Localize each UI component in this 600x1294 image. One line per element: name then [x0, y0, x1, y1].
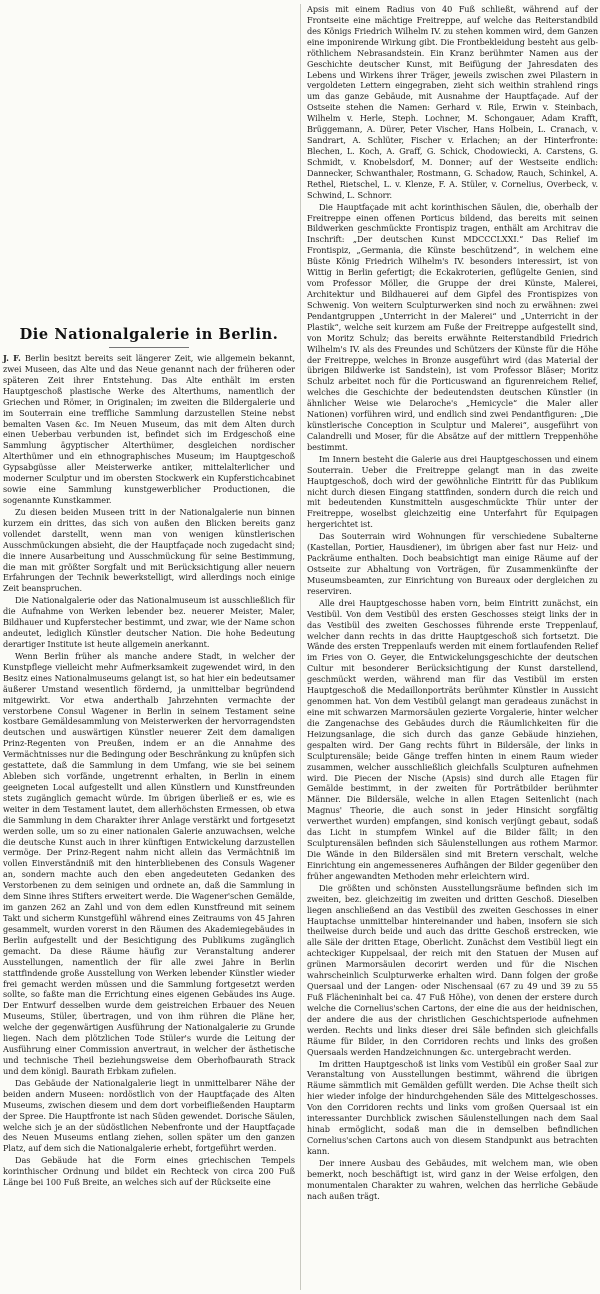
- paragraph: Die Hauptfaçade mit acht korinthischen Säulen, die, oberhalb der Freitreppe einen offenen Porticus bildend, das bereits mit seinen Bildwerken geschmückte Frontispiz tragen, enthält am Architrav die Inschrift: „Der deutschen Kunst MDCCCLXXI.“ Das Relief im Frontispiz, „Germania, die Künste beschützend“, in welchem eine Büste König Friedrich Wilhelm's IV. besonders interessirt, ist von Wittig in Berlin gefertigt; die Eckakroterien, geflügelte Genien, sind vom Professor Möller, die Gruppe der drei Künste, Malerei, Architektur und Bildhauerei auf dem Gipfel des Frontispizes von Schwenig. Von weitern Sculpturwerken sind noch zu erwähnen: zwei Pendantgruppen „Unterricht in der Malerei“ und „Unterricht in der Plastik“, welche seit kurzem am Fuße der Freitreppe aufgestellt sind, von Moritz Schulz; das bereits erwähnte Reiterstandbild Friedrich Wilhelm's IV. als des Freundes und Schützers der Künste für die Höhe der Freitreppe, welches in Bronze ausgeführt wird (das Material der übrigen Bildwerke ist Sandstein), ist vom Professor Bläser; Moritz Schulz arbeitet noch für die Porticuswand an figurenreichem Relief, welches die Geschichte der bedeutendsten deutschen Künstler (in ähnlicher Weise wie Delaroche's „Hemicycle“ die Maler aller Nationen) vorführen wird, und endlich sind zwei Pendantfiguren: „Die künstlerische Conception in Sculptur und Malerei“, ausgeführt von Calandrelli und Moser, für die Absätze auf der mittlern Treppenhöhe bestimmt.: [307, 201, 598, 452]
- paragraph: Das Gebäude hat die Form eines griechischen Tempels korinthischer Ordnung und bildet ein Rechteck von circa 200 Fuß Länge bei 100 Fuß Breite, an welches sich auf der Rückseite eine: [3, 1155, 295, 1188]
- blank-space: [3, 4, 295, 326]
- paragraph: [3, 353, 295, 506]
- column-divider: [300, 4, 301, 1290]
- paragraph: Das Gebäude der Nationalgalerie liegt in unmittelbarer Nähe der beiden andern Museen: nordöstlich von der Hauptfaçade des Alten Museums, zwischen diesem und dem dort vorbeifließenden Hauptarm der Spree. Die Hauptfronte ist nach Süden gewendet. Dorische Säulen, welche sich je an der südöstlichen Nebenfronte und der Hauptfaçade des Neuen Museums entlang ziehen, sollen später um den ganzen Platz, auf dem sich die Nationalgalerie erhebt, fortgeführt werden.: [3, 1077, 295, 1154]
- byline: J. F.: [3, 353, 21, 363]
- right-column: [307, 4, 598, 1202]
- paragraph: Apsis mit einem Radius von 40 Fuß schließt, während auf der Frontseite eine mächtige Freitreppe, auf welche das Reiterstandbild des Königs Friedrich Wilhelm IV. zu stehen kommen wird, dem Ganzen eine imponirende Wirkung gibt. Die Frontbekleidung besteht aus gelb-röthlichem Nebrasandstein. Ein Kranz berühmter Namen aus der Geschichte deutscher Kunst, mit Beifügung der Jahresdaten des Lebens und Wirkens ihrer Träger, jeweils zwischen zwei Pilastern in vergoldeten Lettern eingegraben, zieht sich weithin strahlend rings um das ganze Gebäude, mit Ausnahme der Hauptfaçade. Auf der Ostseite stehen die Namen: Gerhard v. Rile, Erwin v. Steinbach, Wilhelm v. Herle, Steph. Lochner, M. Schongauer, Adam Krafft, Brüggemann, A. Dürer, Peter Vischer, Hans Holbein, L. Cranach, v. Sandrart, A. Schlüter, Fischer v. Erlachen; an der Hinterfronte: Blechen, L. Koch, A. Graff, G. Schick, Chodowiecki, A. Carstens, G. Schmidt, v. Knobelsdorf, M. Donner; auf der Westseite endlich: Dannecker, Schwanthaler, Rostmann, G. Schadow, Rauch, Schinkel, A. Rethel, Rietschel, L. v. Klenze, F. A. Stüler, v. Cornelius, Overbeck, v. Schwind, L. Schnorr.: [307, 4, 598, 200]
- paragraph: Alle drei Hauptgeschosse haben vorn, beim Eintritt zunächst, ein Vestibül. Von dem Vestibül des ersten Geschosses steigt links der in das Vestibül des zweiten Geschosses führende erste Treppenlauf, welcher dann rechts in das dritte Hauptgeschoß sich fortsetzt. Die Wände des ersten Treppenlaufs werden mit einem fortlaufenden Relief im Fries von O. Geyer, die Entwickelungsgeschichte der deutschen Cultur mit besonderer Berücksichtigung der Kunst darstellend, geschmückt werden, während man für das Vestibül im ersten Hauptgeschoß die Medaillonporträts berühmter Künstler in Aussicht genommen hat. Von dem Vestibül gelangt man geradeaus zunächst in eine mit schwarzen Marmorsäulen gezierte Vorgalerie, hinter welcher die Zangenachse des Gebäudes durch die Räumlichkeiten für die Heizungsanlage, die sich durch das ganze Gebäude hinziehen, gespalten wird. Der Gang rechts führt in Bildersäle, der links in Sculpturensäle; beide Gänge treffen hinten in einem Raum wieder zusammen, welcher ausschließlich gleichfalls Sculpturen aufnehmen wird. Die Piecen der Nische (Apsis) sind durch alle Etagen für Gemälde bestimmt, in der zweiten für Porträtbilder berühmter Männer. Die Bildersäle, welche in allen Etagen Seitenlicht (nach Magnus' Theorie, die auch sonst in jeder Hinsicht sorgfältig verwerthet wurden) empfangen, sind konisch verjüngt gebaut, sodaß das Licht in stumpfem Winkel auf die Bilder fällt; in den Sculpturensälen befinden sich Säulenstellungen aus rothem Marmor. Die Wände in den Bildersälen sind mit Bretern verschalt, welche Einrichtung ein angemesseneres Aufhängen der Bilder gegenüber den früher angewandten Methoden mehr erleichtern wird.: [307, 597, 598, 881]
- paragraph: Im Innern besteht die Galerie aus drei Hauptgeschossen und einem Souterrain. Ueber die Freitreppe gelangt man in das zweite Hauptgeschoß, doch wird der gewöhnliche Eintritt für das Publikum nicht durch diesen Eingang stattfinden, sondern durch die reich und mit bedeutenden Kunstmitteln ausgeschmückte Thür unter der Freitreppe, woselbst gleichzeitig eine Unterfahrt für Equipagen hergerichtet ist.: [307, 453, 598, 530]
- paragraph: Die größten und schönsten Ausstellungsräume befinden sich im zweiten, bez. gleichzeitig im zweiten und dritten Geschoß. Dieselben liegen anschließend an das Vestibül des zweiten Geschosses in einer Hauptachse unmittelbar hintereinander und haben, insofern sie sich theilweise durch beide und auch das dritte Geschoß erstrecken, wie alle Säle der dritten Etage, Oberlicht. Zunächst dem Vestibül liegt ein achteckiger Kuppelsaal, der reich mit den Statuen der Musen auf grünen Marmorsäulen decorirt werden und für die Nischen wahrscheinlich Sculpturwerke erhalten wird. Dann folgen der große Quersaal und der Langen- oder Nischensaal (67 zu 49 und 39 zu 55 Fuß Flächeninhalt bei ca. 47 Fuß Höhe), von denen der erstere durch welche die Cornelius'schen Cartons, der eine die aus der heidnischen, der andere die aus der christlichen Geschichtsperiode aufnehmen werden. Rechts und links dieser drei Säle befinden sich gleichfalls Räume für Bilder, in den Corridoren rechts und links des großen Quersaals werden Handzeichnungen &c. untergebracht werden.: [307, 882, 598, 1057]
- paragraph: Die Nationalgalerie oder das Nationalmuseum ist ausschließlich für die Aufnahme von Werken lebender bez. neuerer Meister, Maler, Bildhauer und Kupferstecher bestimmt, und zwar, wie der Name schon andeutet, lediglich Künstler deutscher Nation. Die hohe Bedeutung derartiger Institute ist heute allgemein anerkannt.: [3, 595, 295, 649]
- paragraph: Im dritten Hauptgeschoß ist links vom Vestibül ein großer Saal zur Veranstaltung von Ausstellungen bestimmt, während die übrigen Räume sämmtlich mit Gemälden gefüllt werden. Die Achse theilt sich hier wieder infolge der hindurchgehenden Säle des Mittelgeschosses. Von den Corridoren rechts und links vom großen Quersaal ist ein interessanter Durchblick zwischen Säulenstellungen nach dem Saal hinab ermöglicht, sodaß man die in demselben befindlichen Cornelius'schen Cartons auch von diesem Standpunkt aus betrachten kann.: [307, 1058, 598, 1156]
- paragraph: Zu diesen beiden Museen tritt in der Nationalgalerie nun binnen kurzem ein drittes, das sich von außen den Blicken bereits ganz vollendet darstellt, wenn man von wenigen künstlerischen Ausschmückungen absieht, die der Hauptfaçade noch zugedacht sind; die innere Ausarbeitung und Ausschmückung für seine Bestimmung, die man mit größter Sorgfalt und mit Berücksichtigung aller neuern Erfahrungen der Technik bewerkstelligt, wird allerdings noch einige Zeit beanspruchen.: [3, 506, 295, 594]
- title-rule: [109, 347, 189, 348]
- paragraph-text: Berlin besitzt bereits seit längerer Zeit, wie allgemein bekannt, zwei Museen, das Alte und das Neue genannt nach der früheren oder späteren Zeit ihrer Entstehung. Das Alte enthält im ersten Hauptgeschoß plastische Werke des Alterthums, namentlich der Griechen und Römer, in Originalen; im zweiten die Bildergalerie und im Souterrain eine treffliche Sammlung darzustellen Steine nebst bemalten Vasen &c. Im Neuen Museum, das mit dem Alten durch einen Ueberbau verbunden ist, befindet sich im Erdgeschoß eine Sammlung ägyptischer Alterthümer, desgleichen nordischer Alterthümer und ein ethnographisches Museum; im Hauptgeschoß Gypsabgüsse aller Meisterwerke antiker, mittelalterlicher und moderner Sculptur und im obersten Stockwerk ein Kupferstichcabinet sowie eine Sammlung kunstgewerblicher Productionen, die sogenannte Kunstkammer.: [3, 353, 295, 505]
- paragraph: Wenn Berlin früher als manche andere Stadt, in welcher der Kunstpflege vielleicht mehr Aufmerksamkeit zugewendet wird, in den Besitz eines Nationalmuseums gelangt ist, so hat hier ein bedeutsamer äußerer Umstand wesentlich fördernd, ja unmittelbar begründend mitgewirkt. Vor etwa anderthalb Jahrzehnten vermachte der verstorbene Consul Wagener in Berlin in seinem Testament seine kostbare Gemäldesammlung von Meisterwerken der hervorragendsten deutschen und auswärtigen Künstler neuerer Zeit dem damaligen Prinz-Regenten von Preußen, indem er an die Annahme des Vermächtnisses nur die Bedingung oder Beschränkung zu knüpfen sich gestattete, daß die Sammlung in dem Umfang, wie sie bei seinem Ableben sich vorfände, ungetrennt erhalten, in Berlin in einem geeigneten Local aufgestellt und allen Künstlern und Kunstfreunden stets zugänglich gemacht würde. Im übrigen überließ er es, wie es weiter in dem Testament lautet, dem allerhöchsten Ermessen, ob etwa die Sammlung in dem Charakter ihrer Anlage verstärkt und fortgesetzt werden solle, um so zu einer nationalen Galerie anzuwachsen, welche die deutsche Kunst auch in ihrer künftigen Entwickelung darzustellen vermöge. Der Prinz-Regent nahm nicht allein das Vermächtniß im vollen Einverständniß mit den hinterbliebenen des Consuls Wagener an, sondern machte auch den eben angedeuteten Gedanken des Verstorbenen zu dem seinigen und ordnete an, daß die Sammlung in dem Sinne ihres Stifters erweitert werde. Die Wagener'schen Gemälde, im ganzen 262 an Zahl und von dem edlen Kunstfreund mit seinem Takt und sicherm Kunstgefühl während eines Zeitraums von 45 Jahren gesammelt, wurden vorerst in den Räumen des Akademiegebäudes in Berlin aufgestellt und der Besichtigung des Publikums zugänglich gemacht. Da diese Räume häufig zur Veranstaltung anderer Ausstellungen, namentlich der für alle zwei Jahre in Berlin stattfindende große Ausstellung von Werken lebender Künstler wieder frei gemacht werden müssen und die Sammlung fortgesetzt werden sollte, so faßte man die Errichtung eines eigenen Gebäudes ins Auge. Der Entwurf desselben wurde dem geistreichen Erbauer des Neuen Museums, Stüler, übertragen, und von ihm rühren die Pläne her, welche der gegenwärtigen Ausführung der Nationalgalerie zu Grunde liegen. Nach dem plötzlichen Tode Stüler's wurde die Leitung der Ausführung einer Commission anvertraut, in welcher der ästhetische und technische Theil beziehungsweise dem Oberhofbaurath Strack und dem königl. Baurath Erbkam zufielen.: [3, 650, 295, 1076]
- left-column: [3, 4, 295, 1189]
- paragraph: Das Souterrain wird Wohnungen für verschiedene Subalterne (Kastellan, Portier, Hausdiener), im übrigen aber fast nur Heiz- und Packräume enthalten. Doch beabsichtigt man einige Räume auf der Ostseite zur Abhaltung von Vorträgen, für Zusammenkünfte der Museumsbeamten, zur Einrichtung von Bureaux oder dergleichen zu reserviren.: [307, 531, 598, 596]
- paragraph: Der innere Ausbau des Gebäudes, mit welchem man, wie oben bemerkt, noch beschäftigt ist, wird ganz in der Weise erfolgen, den monumentalen Charakter zu wahren, welchen das herrliche Gebäude nach außen trägt.: [307, 1157, 598, 1201]
- article-title: Die Nationalgalerie in Berlin.: [19, 326, 279, 343]
